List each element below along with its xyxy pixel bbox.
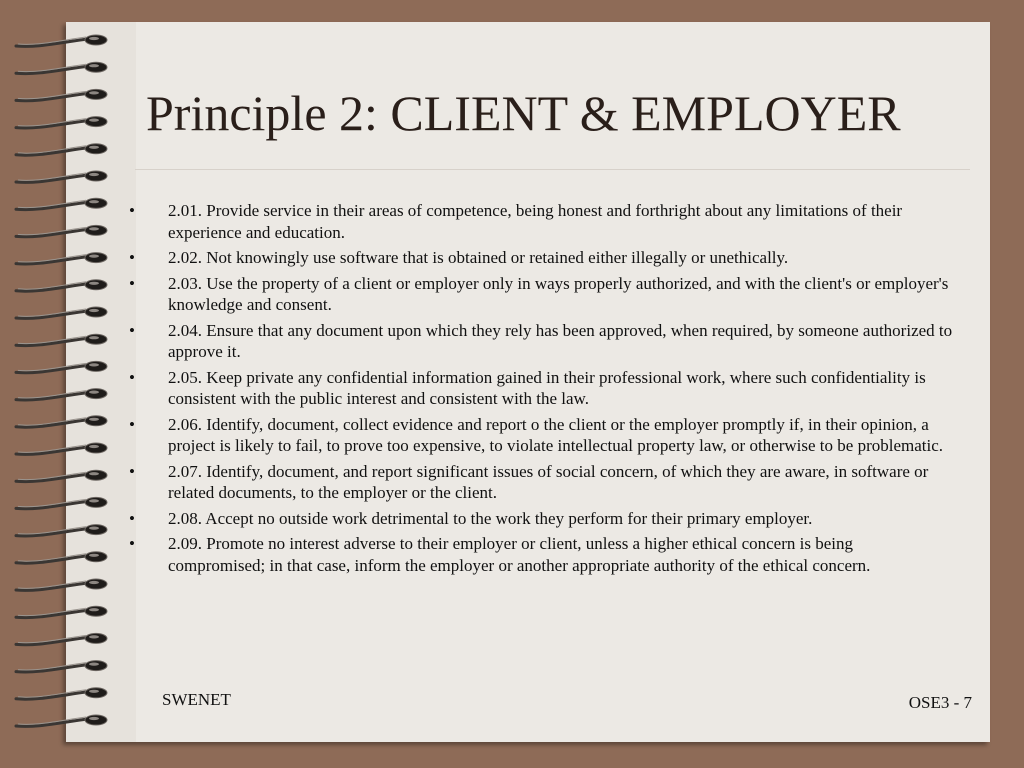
- list-item: [124, 461, 954, 504]
- binding-ring: [16, 497, 107, 508]
- bullet-marker: •: [129, 273, 135, 293]
- binding-ring: [16, 470, 107, 481]
- bullet-marker: •: [129, 367, 135, 387]
- list-item-text: 2.06. Identify, document, collect evidence and report o the client or the employer promptly if, in their opinion, a project is likely to fail, to prove too expensive, to violate intellectual property law, or otherwise to be problematic.: [168, 414, 944, 455]
- footer-organization: SWENET: [162, 690, 231, 709]
- list-item: [124, 414, 954, 457]
- binding-ring: [16, 144, 107, 155]
- binding-ring: [16, 633, 107, 644]
- binding-ring: [16, 35, 107, 46]
- list-item: [124, 200, 954, 243]
- binding-ring: [16, 606, 107, 617]
- list-item-text: 2.07. Identify, document, and report significant issues of social concern, of which they are aware, in software or related documents, to the employer or the client.: [168, 461, 929, 502]
- binding-ring: [16, 389, 107, 400]
- list-item: [124, 508, 954, 530]
- bullet-marker: •: [129, 248, 135, 267]
- binding-ring: [16, 171, 107, 182]
- binding-ring: [16, 117, 107, 128]
- list-item-text: 2.08. Accept no outside work detrimental to the work they perform for their primary employer.: [168, 508, 813, 528]
- spiral-binding: [8, 25, 118, 745]
- slide-title: Principle 2: CLIENT & EMPLOYER: [146, 85, 901, 141]
- binding-ring: [16, 688, 107, 699]
- list-item: [124, 533, 954, 576]
- list-item: [124, 320, 954, 363]
- title-divider: [135, 169, 970, 170]
- list-item-text: 2.03. Use the property of a client or employer only in ways properly authorized, and with the client's or employer's knowledge and consent.: [168, 273, 949, 314]
- binding-ring: [16, 307, 107, 318]
- slide-number: OSE3 - 7: [908, 693, 972, 712]
- binding-ring: [16, 334, 107, 345]
- binding-ring: [16, 253, 107, 264]
- list-item: [124, 367, 954, 410]
- list-item-text: 2.01. Provide service in their areas of competence, being honest and forthright about any limitations of their experience and education.: [168, 201, 903, 242]
- binding-ring: [16, 579, 107, 590]
- binding-ring: [16, 198, 107, 209]
- bullet-list: [124, 200, 954, 580]
- list-item: [124, 273, 954, 316]
- binding-ring: [16, 361, 107, 372]
- binding-ring: [16, 661, 107, 672]
- bullet-marker: •: [129, 414, 135, 434]
- binding-ring: [16, 62, 107, 73]
- binding-ring: [16, 525, 107, 536]
- binding-ring: [16, 552, 107, 563]
- bullet-marker: •: [129, 201, 135, 220]
- binding-ring: [16, 715, 107, 726]
- list-item: [124, 247, 954, 269]
- binding-ring: [16, 416, 107, 427]
- binding-ring: [16, 225, 107, 236]
- bullet-marker: •: [129, 508, 135, 528]
- list-item-text: 2.02. Not knowingly use software that is obtained or retained either illegally or unethically.: [168, 248, 789, 267]
- list-item-text: 2.09. Promote no interest adverse to their employer or client, unless a higher ethical concern is being compromised; in that case, inform the employer or another appropriate authority of the ethical concern.: [168, 534, 871, 575]
- list-item-text: 2.04. Ensure that any document upon which they rely has been approved, when required, by someone authorized to approve it.: [168, 320, 953, 361]
- bullet-marker: •: [129, 461, 135, 481]
- list-item-text: 2.05. Keep private any confidential information gained in their professional work, where such confidentiality is consistent with the public interest and consistent with the law.: [168, 367, 926, 408]
- bullet-marker: •: [129, 534, 135, 553]
- binding-ring: [16, 280, 107, 291]
- bullet-marker: •: [129, 320, 135, 340]
- binding-ring: [16, 89, 107, 100]
- binding-ring: [16, 443, 107, 454]
